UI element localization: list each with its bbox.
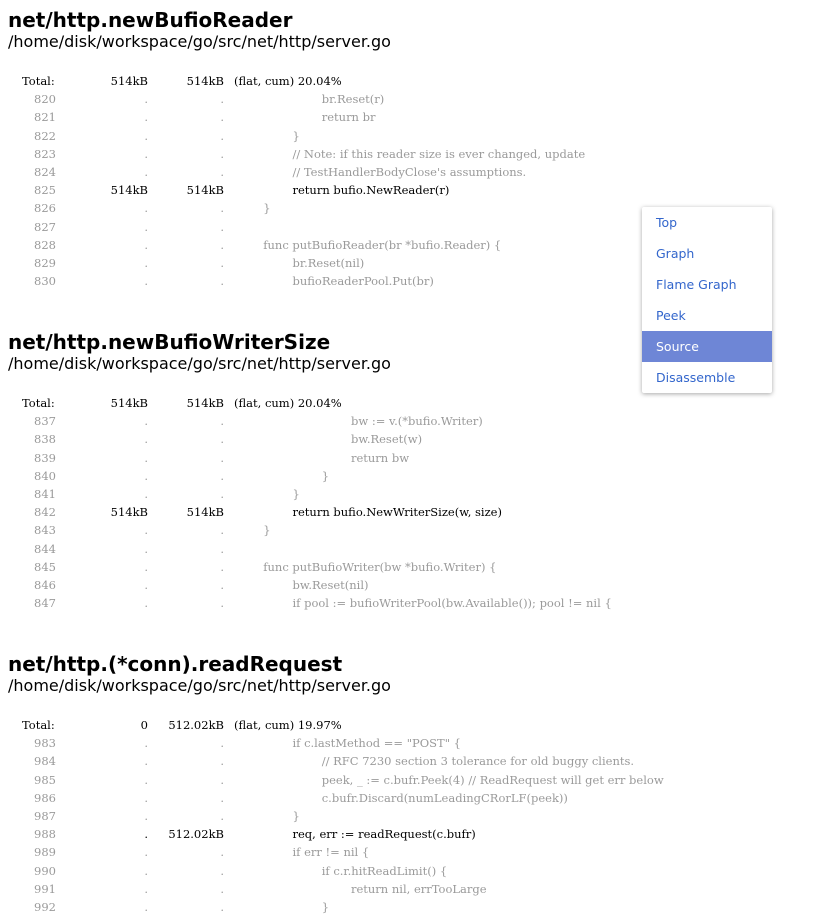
line-number: 986 (34, 790, 56, 805)
source-code: if c.lastMethod == "POST" { (234, 736, 461, 751)
source-code: if pool := bufioWriterPool(bw.Available()); pool != nil { (234, 596, 612, 611)
source-code: // Note: if this reader size is ever changed, update (234, 146, 586, 161)
cum-value: . (220, 754, 224, 769)
total-summary: (flat, cum) 19.97% (234, 718, 342, 732)
cum-value: 514kB (186, 183, 224, 198)
line-number: 842 (34, 505, 56, 520)
cum-value: . (220, 486, 224, 501)
flat-value: . (144, 146, 148, 161)
cum-value: 514kB (186, 505, 224, 520)
line-number: 983 (34, 736, 56, 751)
flat-value: . (144, 736, 148, 751)
cum-value: . (220, 881, 224, 896)
source-code: if c.r.hitReadLimit() { (234, 863, 448, 878)
total-cum: 514kB (186, 74, 224, 88)
file-path: /home/disk/workspace/go/src/net/http/server.go (8, 32, 391, 51)
cum-value: . (220, 559, 224, 574)
line-number: 838 (34, 432, 56, 447)
source-code: // TestHandlerBodyClose's assumptions. (234, 164, 527, 179)
function-title: net/http.(*conn).readRequest (8, 652, 343, 676)
line-number: 840 (34, 468, 56, 483)
source-code: bufioReaderPool.Put(br) (234, 274, 434, 289)
cum-value: . (220, 432, 224, 447)
line-number: 987 (34, 808, 56, 823)
flat-value: . (144, 432, 148, 447)
line-number: 847 (34, 596, 56, 611)
cum-value: . (220, 128, 224, 143)
flat-value: . (144, 450, 148, 465)
flat-value: . (144, 237, 148, 252)
flat-value: . (144, 164, 148, 179)
source-code: bw := v.(*bufio.Writer) (234, 414, 483, 429)
cum-value: . (220, 201, 224, 216)
cum-value: . (220, 808, 224, 823)
source-code: bw.Reset(w) (234, 432, 423, 447)
flat-value: . (144, 827, 148, 842)
flat-value: . (144, 845, 148, 860)
source-code: func putBufioWriter(bw *bufio.Writer) { (234, 559, 497, 574)
line-number: 845 (34, 559, 56, 574)
line-number: 839 (34, 450, 56, 465)
flat-value: . (144, 881, 148, 896)
line-number: 843 (34, 523, 56, 538)
source-code: return bw (234, 450, 410, 465)
flat-value: . (144, 790, 148, 805)
line-number: 985 (34, 772, 56, 787)
source-code: req, err := readRequest(c.bufr) (234, 827, 476, 842)
line-number: 824 (34, 164, 56, 179)
cum-value: . (220, 414, 224, 429)
total-flat: 514kB (110, 396, 148, 410)
flat-value: . (144, 274, 148, 289)
cum-value: . (220, 790, 224, 805)
source-code: } (234, 201, 271, 216)
source-code: if err != nil { (234, 845, 370, 860)
flat-value: . (144, 577, 148, 592)
source-code: } (234, 808, 300, 823)
flat-value: . (144, 128, 148, 143)
line-number: 841 (34, 486, 56, 501)
line-number: 830 (34, 274, 56, 289)
total-label: Total: (22, 718, 55, 732)
flat-value: . (144, 523, 148, 538)
function-section (8, 652, 828, 914)
source-code: return bufio.NewWriterSize(w, size) (234, 505, 502, 520)
cum-value: . (220, 274, 224, 289)
line-number: 846 (34, 577, 56, 592)
total-summary: (flat, cum) 20.04% (234, 396, 342, 410)
cum-value: . (220, 110, 224, 125)
line-number: 821 (34, 110, 56, 125)
source-code: br.Reset(nil) (234, 255, 365, 270)
cum-value: . (220, 736, 224, 751)
flat-value: . (144, 486, 148, 501)
function-title: net/http.newBufioReader (8, 8, 293, 32)
line-number: 990 (34, 863, 56, 878)
line-number: 820 (34, 92, 56, 107)
source-code: } (234, 899, 330, 914)
source-code: func putBufioReader(br *bufio.Reader) { (234, 237, 502, 252)
line-number: 827 (34, 219, 56, 234)
file-path: /home/disk/workspace/go/src/net/http/server.go (8, 676, 391, 695)
flat-value: . (144, 219, 148, 234)
cum-value: . (220, 219, 224, 234)
line-number: 991 (34, 881, 56, 896)
flat-value: . (144, 808, 148, 823)
cum-value: . (220, 899, 224, 914)
line-number: 984 (34, 754, 56, 769)
view-menu (642, 207, 772, 393)
flat-value: . (144, 92, 148, 107)
line-number: 829 (34, 255, 56, 270)
flat-value: 514kB (110, 505, 148, 520)
flat-value: . (144, 414, 148, 429)
total-cum: 512.02kB (168, 718, 224, 732)
line-number: 988 (34, 827, 56, 842)
cum-value: . (220, 577, 224, 592)
line-number: 826 (34, 201, 56, 216)
source-code: c.bufr.Discard(numLeadingCRorLF(peek)) (234, 790, 568, 805)
cum-value: . (220, 596, 224, 611)
source-code: return bufio.NewReader(r) (234, 183, 450, 198)
total-label: Total: (22, 74, 55, 88)
cum-value: . (220, 523, 224, 538)
menu-item-graph[interactable]: Graph (656, 246, 695, 261)
menu-item-peek[interactable]: Peek (656, 308, 686, 323)
line-number: 992 (34, 899, 56, 914)
cum-value: 512.02kB (168, 827, 224, 842)
cum-value: . (220, 541, 224, 556)
flat-value: . (144, 110, 148, 125)
flat-value: . (144, 559, 148, 574)
function-title: net/http.newBufioWriterSize (8, 330, 331, 354)
file-path: /home/disk/workspace/go/src/net/http/server.go (8, 354, 391, 373)
flat-value: . (144, 541, 148, 556)
flat-value: . (144, 255, 148, 270)
flat-value: . (144, 863, 148, 878)
flat-value: 514kB (110, 183, 148, 198)
line-number: 837 (34, 414, 56, 429)
line-number: 828 (34, 237, 56, 252)
line-number: 825 (34, 183, 56, 198)
flat-value: . (144, 596, 148, 611)
flat-value: . (144, 899, 148, 914)
total-summary: (flat, cum) 20.04% (234, 74, 342, 88)
line-number: 822 (34, 128, 56, 143)
menu-item-source[interactable]: Source (642, 331, 772, 362)
source-code: } (234, 128, 300, 143)
line-number: 844 (34, 541, 56, 556)
flat-value: . (144, 772, 148, 787)
source-code: return nil, errTooLarge (234, 881, 487, 896)
total-flat: 0 (140, 718, 148, 732)
source-code: return br (234, 110, 376, 125)
menu-item-disassemble[interactable]: Disassemble (656, 370, 736, 385)
source-code: } (234, 486, 300, 501)
cum-value: . (220, 92, 224, 107)
cum-value: . (220, 863, 224, 878)
flat-value: . (144, 754, 148, 769)
total-flat: 514kB (110, 74, 148, 88)
source-code: } (234, 468, 330, 483)
cum-value: . (220, 164, 224, 179)
cum-value: . (220, 772, 224, 787)
cum-value: . (220, 845, 224, 860)
cum-value: . (220, 468, 224, 483)
cum-value: . (220, 146, 224, 161)
source-code: } (234, 523, 271, 538)
cum-value: . (220, 237, 224, 252)
total-label: Total: (22, 396, 55, 410)
line-number: 989 (34, 845, 56, 860)
source-code: bw.Reset(nil) (234, 577, 369, 592)
cum-value: . (220, 450, 224, 465)
line-number: 823 (34, 146, 56, 161)
flat-value: . (144, 201, 148, 216)
menu-item-flame-graph[interactable]: Flame Graph (656, 277, 737, 292)
cum-value: . (220, 255, 224, 270)
source-code: br.Reset(r) (234, 92, 385, 107)
flat-value: . (144, 468, 148, 483)
source-code: // RFC 7230 section 3 tolerance for old buggy clients. (234, 754, 635, 769)
total-cum: 514kB (186, 396, 224, 410)
menu-item-top[interactable]: Top (656, 215, 678, 230)
source-code: peek, _ := c.bufr.Peek(4) // ReadRequest will get err below (234, 772, 664, 787)
